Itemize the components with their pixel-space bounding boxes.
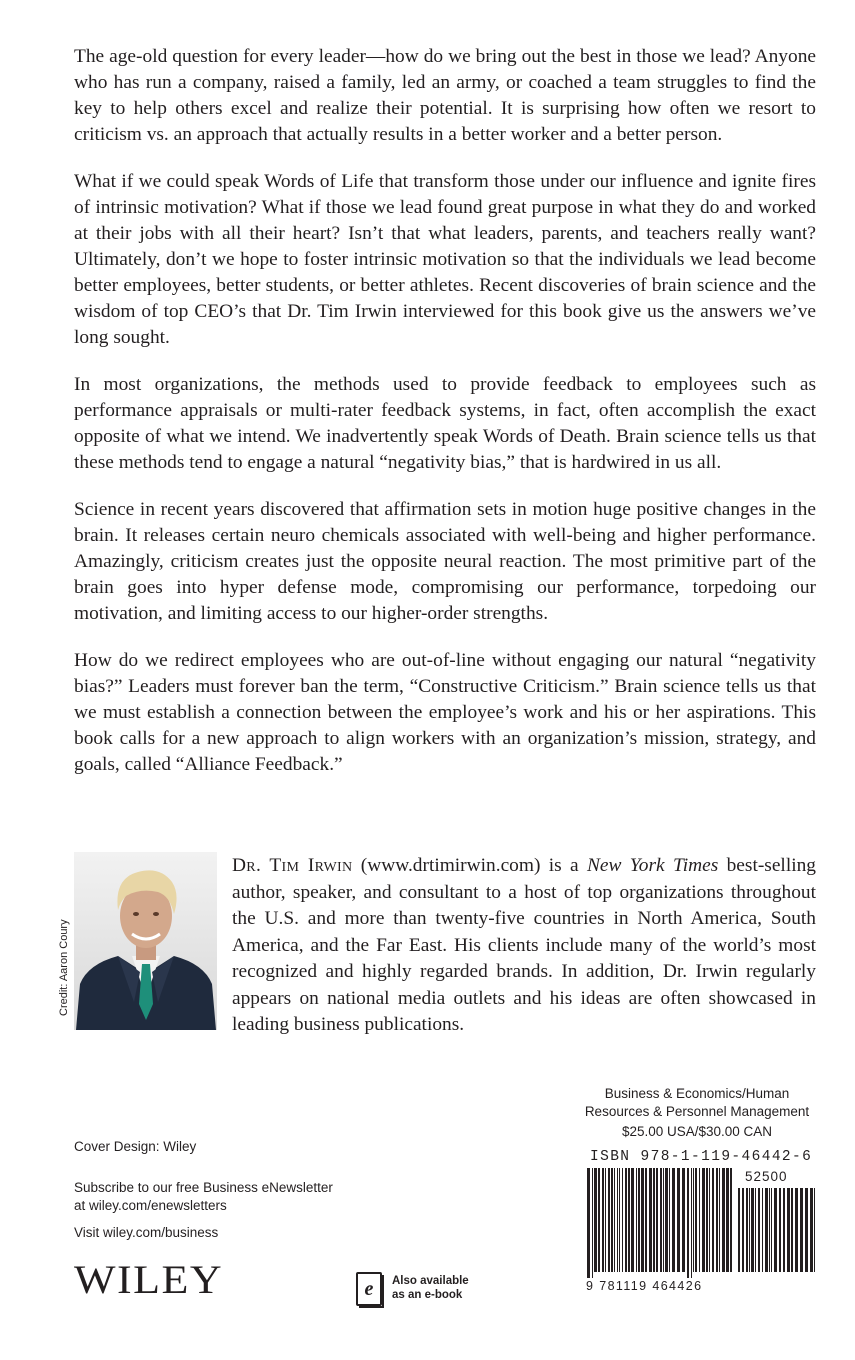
author-bio [232, 853, 816, 1039]
newsletter-line-2: at wiley.com/enewsletters [74, 1198, 227, 1213]
category-line-1: Business & Economics/Human [604, 1086, 790, 1101]
author-portrait-image [74, 852, 217, 1030]
price-code-barcode [738, 1188, 816, 1278]
author-photo [74, 852, 217, 1030]
barcode-bar [619, 1168, 620, 1272]
photo-credit: Credit: Aaron Coury [58, 919, 70, 1016]
barcode-bar [608, 1168, 610, 1272]
ebook-line-2: as an e-book [392, 1289, 463, 1301]
barcode-bar [765, 1188, 768, 1272]
barcode-bar [638, 1168, 640, 1272]
ebook-availability [392, 1274, 469, 1302]
barcode-bar [611, 1168, 613, 1272]
barcode-bar [699, 1168, 700, 1272]
barcode-bar [769, 1188, 770, 1272]
barcode-bar [636, 1168, 637, 1272]
book-category [578, 1085, 816, 1121]
barcode-bar [746, 1188, 748, 1272]
barcode-bar [605, 1168, 606, 1272]
barcode-bar [625, 1168, 627, 1272]
barcode-bar [691, 1168, 692, 1278]
barcode-bar [598, 1168, 600, 1272]
barcode-bar [677, 1168, 680, 1272]
barcode-bar [787, 1188, 790, 1272]
barcode-bar [602, 1168, 604, 1272]
barcode-bar [742, 1188, 744, 1272]
author-name: Dr. Tim Irwin [232, 855, 353, 876]
barcode-bar [779, 1188, 781, 1272]
wiley-logo: WILEY [74, 1257, 224, 1303]
barcode-bar [660, 1168, 662, 1272]
barcode-bar [791, 1188, 793, 1272]
book-price: $25.00 USA/$30.00 CAN [621, 1124, 773, 1139]
barcode-bar [800, 1188, 803, 1272]
barcode-bar [771, 1188, 772, 1272]
barcode-digits: 9 781119 464426 [586, 1279, 703, 1293]
barcode-bar [641, 1168, 644, 1272]
barcode-bar [628, 1168, 630, 1272]
barcode-bar [751, 1188, 754, 1272]
barcode-bar [810, 1188, 813, 1272]
category-line-2: Resources & Personnel Management [584, 1104, 810, 1119]
barcode-bar [649, 1168, 652, 1272]
description-paragraph-3: In most organizations, the methods used to provide feedback to employees such as performance appraisals or multi-rater feedback systems, in fact, often accomplish the exact opposite of what we intend. We inadvertently speak Words of Death. Brain science tells us that these methods tend to engage a natural “negativity bias,” that is hardwired in us all. [74, 374, 816, 473]
barcode-bar [774, 1188, 777, 1272]
barcode-bar [617, 1168, 618, 1272]
newsletter-line-1: Subscribe to our free Business eNewsletter [74, 1180, 333, 1195]
author-bio-part-1: (www.drtimirwin.com) is a [352, 855, 587, 876]
barcode-bar [795, 1188, 798, 1272]
barcode-bar [749, 1188, 750, 1272]
author-bio-part-2: best-selling author, speaker, and consultant to a host of top organizations throughout the U.S. and more than twenty-five countries in North America, South America, and the Far East. His clients include many of the world’s most recognized and highly regarded brands. In addition, Dr. Irwin regularly appears on national media outlets and his ideas are often showcased in leading business publications. [232, 855, 816, 1035]
barcode-bar [656, 1168, 658, 1272]
barcode-bar [614, 1168, 615, 1272]
isbn-label: ISBN 978-1-119-46442-6 [590, 1149, 813, 1165]
barcode-bar [719, 1168, 720, 1272]
barcode-bar [631, 1168, 634, 1272]
newsletter-info [74, 1179, 333, 1215]
barcode-bar [587, 1168, 590, 1278]
barcode-bar [722, 1168, 725, 1272]
barcode-bar [592, 1168, 593, 1278]
barcode-bar [805, 1188, 808, 1272]
barcode-bar [712, 1168, 714, 1272]
description-paragraph-4: Science in recent years discovered that affirmation sets in motion huge positive changes in the brain. It releases certain neuro chemicals associated with well-being and higher performance. Amazingly, criticism creates just the opposite neural reaction. The most primitive part of the brain goes into hyper defense mode, compromising our performance, torpedoing our motivation, and limiting access to our higher-order strengths. [74, 499, 816, 624]
barcode-bar [702, 1168, 705, 1272]
description-paragraph-5: How do we redirect employees who are out-of-line without engaging our natural “negativity bias?” Leaders must forever ban the term, “Constructive Criticism.” Brain science tells us that we must establish a connection between the employee’s work and his or her aspirations. This book calls for a new approach to align workers with an organization’s mission, strategy, and goals, called “Alliance Feedback.” [74, 650, 816, 775]
barcode-bar [663, 1168, 664, 1272]
description-paragraph-1: The age-old question for every leader—how do we bring out the best in those we lead? Anyone who has run a company, raised a family, led an army, or coached a team struggles to find the key to help others excel and realize their potential. It is surprising how often we resort to criticism vs. an approach that actually results in a better worker and a better person. [74, 46, 816, 145]
barcode-bar [682, 1168, 685, 1272]
ebook-icon [356, 1272, 384, 1308]
author-bio-publication: New York Times [586, 855, 719, 876]
barcode-bar [693, 1168, 694, 1272]
price-code: 52500 [745, 1169, 788, 1184]
barcode-bar [709, 1168, 710, 1272]
isbn-barcode [587, 1168, 733, 1278]
barcode-bar [726, 1168, 729, 1272]
barcode-bar [622, 1168, 623, 1272]
barcode-bar [669, 1168, 670, 1272]
svg-text:e: e [364, 1278, 374, 1300]
barcode-bar [783, 1188, 785, 1272]
visit-link: Visit wiley.com/business [74, 1225, 219, 1240]
barcode-bar [762, 1188, 763, 1272]
barcode-bar [758, 1188, 760, 1272]
description-paragraph-2: What if we could speak Words of Life that transform those under our influence and ignite fires of intrinsic motivation? What if those we lead found great purpose in what they do and worked at their jobs with all their heart? Isn’t that what leaders, parents, and teachers really want? Ultimately, don’t we hope to foster intrinsic motivation so that the individuals we lead become better employees, better students, or better athletes. Recent discoveries of brain science and the wisdom of top CEO’s that Dr. Tim Irwin interviewed for this book give us the answers we’ve long sought. [74, 171, 816, 348]
barcode-bar [814, 1188, 815, 1272]
cover-design-credit: Cover Design: Wiley [74, 1139, 197, 1154]
ebook-line-1: Also available [392, 1275, 469, 1287]
barcode-bar [672, 1168, 675, 1272]
barcode-bar [755, 1188, 756, 1272]
barcode-bar [738, 1188, 740, 1272]
barcode-bar [716, 1168, 718, 1272]
barcode-bar [687, 1168, 689, 1278]
barcode-bar [645, 1168, 647, 1272]
barcode-bar [706, 1168, 708, 1272]
barcode-bar [665, 1168, 668, 1272]
description-text [74, 44, 816, 799]
barcode-bar [594, 1168, 597, 1272]
barcode-bar [653, 1168, 655, 1272]
barcode-bar [695, 1168, 697, 1272]
barcode-bar [730, 1168, 732, 1272]
